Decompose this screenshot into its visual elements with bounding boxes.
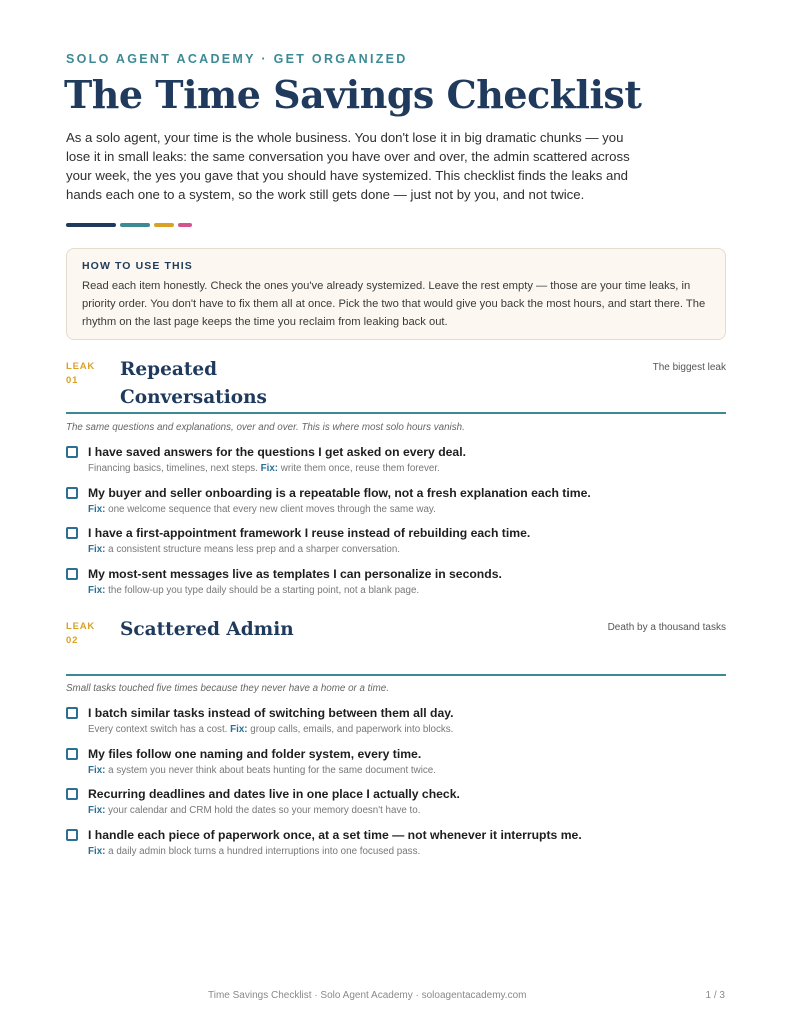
checklist-item (66, 527, 726, 568)
page-number: 1 / 3 (705, 990, 725, 1001)
how-to-body: Read each item honestly. Check the ones you've already systemized. Leave the rest empty — those are your time leaks, in priority order. You don't have to fix them all at once. Pick the two that would give you back the most hours, and start there. The rhythm on the last page keeps the time you reclaim from leaking back out. (82, 280, 706, 328)
checkbox[interactable] (66, 527, 78, 539)
checklist-item (66, 707, 726, 748)
item-detail (88, 504, 436, 515)
fix-label: Fix: (88, 845, 106, 857)
checkbox[interactable] (66, 568, 78, 580)
leak-label: LEAK (66, 361, 96, 372)
page-title: The Time Savings Checklist (64, 72, 642, 117)
checklist-item (66, 748, 726, 789)
fix-label: Fix: (88, 764, 106, 776)
fix-text: one welcome sequence that every new client moves through the same way. (105, 503, 436, 515)
item-lead: Financing basics, timelines, next steps. (88, 463, 261, 474)
leak-name: Repeated Conversations (120, 359, 267, 408)
leak-description: Small tasks touched five times because they never have a home or a time. (66, 683, 389, 694)
leak-note: Death by a thousand tasks (607, 622, 726, 633)
item-detail (88, 585, 419, 596)
eyebrow: SOLO AGENT ACADEMY · GET ORGANIZED (66, 52, 408, 66)
checklist-item (66, 487, 726, 528)
checkbox[interactable] (66, 707, 78, 719)
intro-paragraph: As a solo agent, your time is the whole business. You don't lose it in big dramatic chunks — you lose it in small leaks: the same conversation you have over and over, the admin scattered across your week, the yes you gave that you should have systemized. This checklist finds the leaks and hands each one to a system, so the work still gets done — just not by you, and not twice. (66, 130, 630, 202)
item-title: I have a first-appointment framework I reuse instead of rebuilding each time. (88, 526, 531, 540)
checkbox[interactable] (66, 788, 78, 800)
fix-text: the follow-up you type daily should be a starting point, not a blank page. (105, 584, 420, 596)
fix-text: a daily admin block turns a hundred interruptions into one focused pass. (105, 845, 421, 857)
fix-label: Fix: (88, 584, 106, 596)
fix-text: group calls, emails, and paperwork into blocks. (247, 724, 454, 735)
checkbox[interactable] (66, 829, 78, 841)
checklist-items (66, 446, 726, 608)
item-detail (88, 544, 400, 555)
item-detail (88, 463, 440, 474)
fix-text: a system you never think about beats hunting for the same document twice. (105, 764, 436, 776)
fix-label: Fix: (88, 544, 106, 555)
checklist-item (66, 829, 726, 870)
fix-text: your calendar and CRM hold the dates so your memory doesn't have to. (105, 805, 421, 816)
how-to-heading: HOW TO USE THIS (82, 260, 193, 272)
checklist-item (66, 446, 726, 487)
leak-tag (66, 620, 95, 648)
item-detail (88, 846, 420, 857)
leak-number: 01 (66, 375, 79, 386)
leak-description: The same questions and explanations, over and over. This is where most solo hours vanish. (66, 422, 465, 433)
leak-note: The biggest leak (652, 362, 726, 373)
fix-label: Fix: (88, 503, 106, 515)
checklist-item (66, 568, 726, 609)
item-detail (88, 805, 420, 816)
leak-label: LEAK (66, 621, 96, 632)
checkbox[interactable] (66, 748, 78, 760)
fix-text: write them once, reuse them forever. (278, 463, 440, 474)
how-to-box (66, 248, 726, 340)
fix-text: a consistent structure means less prep and a sharper conversation. (105, 544, 401, 555)
item-lead: Every context switch has a cost. (88, 724, 231, 735)
item-title: Recurring deadlines and dates live in one place I actually check. (88, 787, 460, 801)
accent-bar-navy (66, 223, 116, 227)
item-detail (88, 724, 453, 735)
item-title: I have saved answers for the questions I get asked on every deal. (88, 445, 466, 459)
item-title: I batch similar tasks instead of switching between them all day. (88, 706, 454, 720)
section-rule (66, 412, 726, 414)
checkbox[interactable] (66, 487, 78, 499)
leak-number: 02 (66, 635, 79, 646)
item-title: My most-sent messages live as templates I can personalize in seconds. (88, 566, 502, 581)
fix-label: Fix: (88, 805, 106, 816)
accent-bar-teal (120, 223, 150, 227)
leak-tag (66, 360, 95, 388)
section-rule (66, 674, 726, 676)
checklist-items (66, 707, 726, 869)
fix-label: Fix: (230, 724, 248, 735)
leak-name: Scattered Admin (120, 619, 294, 640)
item-title: I handle each piece of paperwork once, at a set time — not whenever it interrupts me. (88, 827, 582, 842)
footer-text: Time Savings Checklist · Solo Agent Academy · soloagentacademy.com (208, 990, 527, 1001)
item-detail (88, 765, 436, 776)
checkbox[interactable] (66, 446, 78, 458)
accent-bar-pink (178, 223, 192, 227)
item-title: My buyer and seller onboarding is a repeatable flow, not a fresh explanation each time. (88, 485, 591, 500)
accent-bar-gold (154, 223, 174, 227)
item-title: My files follow one naming and folder system, every time. (88, 746, 422, 761)
fix-label: Fix: (260, 463, 279, 474)
checklist-item (66, 788, 726, 829)
